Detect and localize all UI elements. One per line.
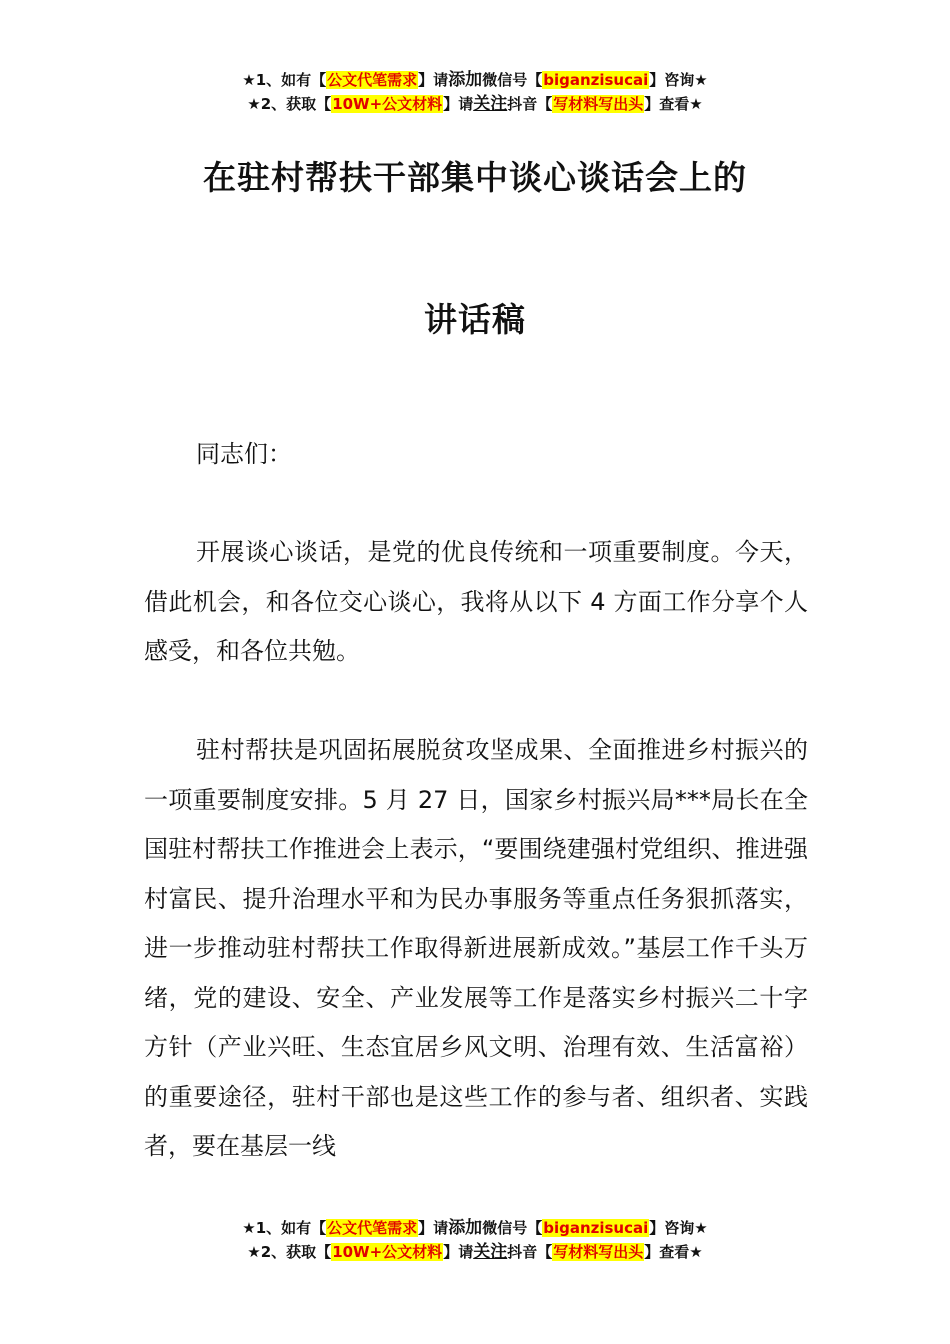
promo-emphasis: 关注: [473, 94, 508, 114]
promo-highlight-writing-service: 公文代笔需求: [327, 71, 418, 89]
promo-text: 】请: [418, 71, 449, 89]
promo-line-2: [0, 1240, 950, 1264]
promo-highlight-materials: 10W+公文材料: [332, 95, 443, 113]
promo-line-1: [0, 68, 950, 92]
promo-text: 】请: [443, 95, 474, 113]
promo-line-1: [0, 1216, 950, 1240]
promo-text: ★1、如有【: [242, 1219, 327, 1237]
promo-text: 微信号【: [482, 1219, 543, 1237]
promo-highlight-writing-service: 公文代笔需求: [327, 1219, 418, 1237]
document-title-line-1: 在驻村帮扶干部集中谈心谈话会上的: [203, 158, 747, 197]
promo-text: 】查看★: [644, 95, 703, 113]
document-title-line-2: 讲话稿: [424, 300, 526, 339]
promo-highlight-wechat-id: biganzisucai: [543, 71, 649, 89]
body-paragraph-1: 开展谈心谈话，是党的优良传统和一项重要制度。今天，借此机会，和各位交心谈心，我将从以下 4 方面工作分享个人感受，和各位共勉。: [144, 538, 808, 665]
footer-promo-banner: [0, 1216, 950, 1264]
promo-text: 】请: [418, 1219, 449, 1237]
promo-text: 】咨询★: [649, 1219, 708, 1237]
promo-text: ★2、获取【: [247, 95, 332, 113]
body-paragraph-2: 驻村帮扶是巩固拓展脱贫攻坚成果、全面推进乡村振兴的一项重要制度安排。5 月 27 日，国家乡村振兴局***局长在全国驻村帮扶工作推进会上表示，“要围绕建强村党组织、推进强村富民、提升治理水平和为民办事服务等重点任务狠抓落实，进一步推动驻村帮扶工作取得新进展新成效。”基层工作千头万绪，党的建设、安全、产业发展等工作是落实乡村振兴二十字方针（产业兴旺、生态宜居乡风文明、治理有效、生活富裕）的重要途径，驻村干部也是这些工作的参与者、组织者、实践者，要在基层一线: [144, 736, 808, 1160]
promo-highlight-wechat-id: biganzisucai: [543, 1219, 649, 1237]
promo-text: 】请: [443, 1243, 474, 1261]
promo-text: ★2、获取【: [247, 1243, 332, 1261]
promo-highlight-douyin-account: 写材料写出头: [553, 1243, 644, 1261]
promo-text: 抖音【: [507, 1243, 553, 1261]
promo-text: 】查看★: [644, 1243, 703, 1261]
promo-highlight-materials: 10W+公文材料: [332, 1243, 443, 1261]
promo-emphasis: 添加: [448, 1218, 483, 1238]
header-promo-banner: [0, 68, 950, 116]
promo-highlight-douyin-account: 写材料写出头: [553, 95, 644, 113]
promo-text: ★1、如有【: [242, 71, 327, 89]
promo-text: 微信号【: [482, 71, 543, 89]
promo-emphasis: 添加: [448, 70, 483, 90]
promo-emphasis: 关注: [473, 1242, 508, 1262]
salutation: 同志们：: [196, 440, 292, 468]
promo-line-2: [0, 92, 950, 116]
promo-text: 】咨询★: [649, 71, 708, 89]
promo-text: 抖音【: [507, 95, 553, 113]
